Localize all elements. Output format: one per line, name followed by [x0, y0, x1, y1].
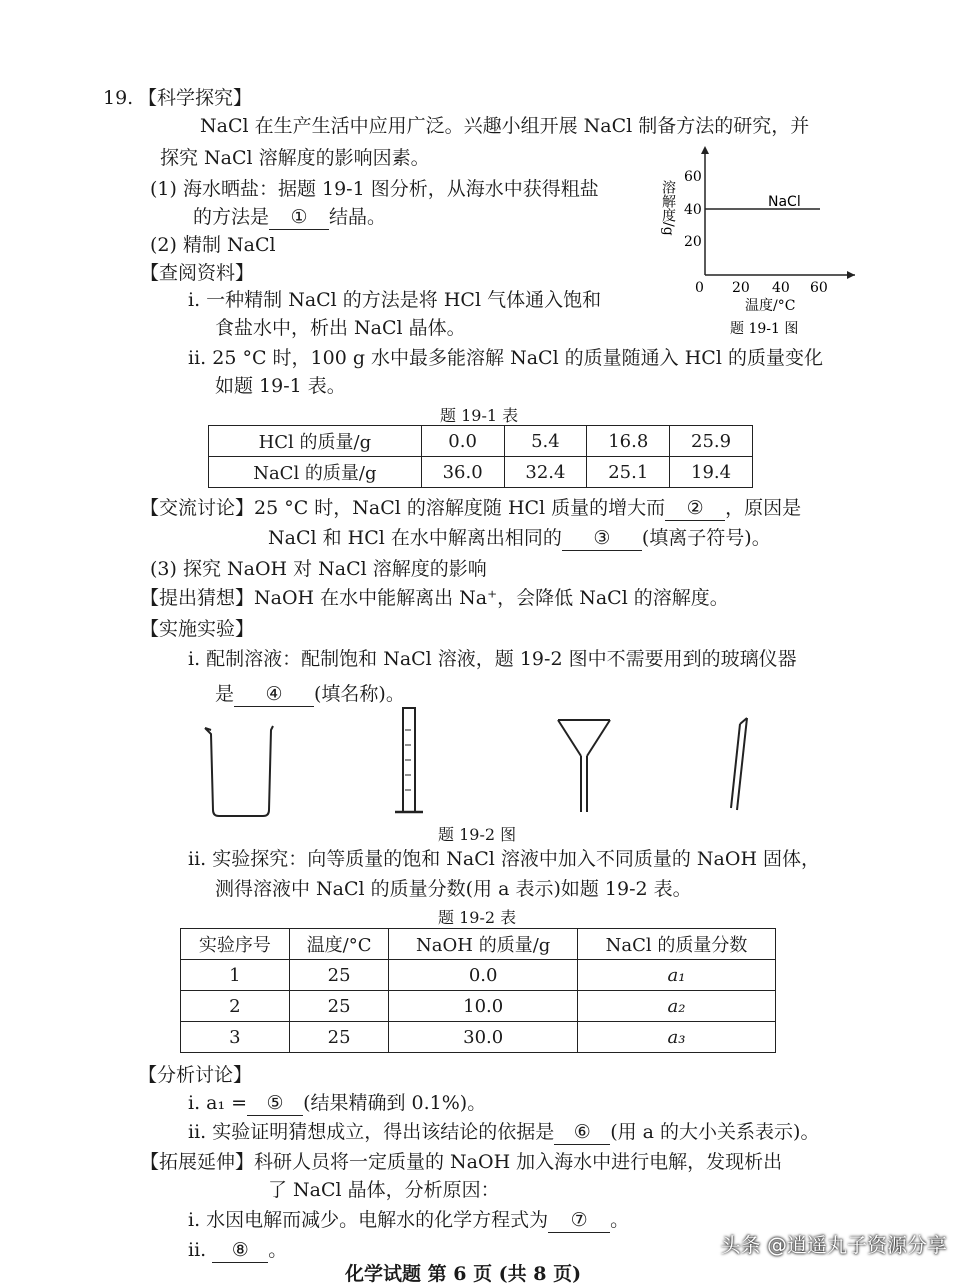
table-cell: a₁: [577, 960, 775, 991]
table-header-cell: NaOH 的质量/g: [389, 929, 577, 960]
table-cell: HCl 的质量/g: [209, 426, 422, 457]
table-row: [181, 960, 776, 991]
ytick-40: 40: [684, 202, 702, 218]
ref-i-line-b: 食盐水中，析出 NaCl 晶体。: [215, 317, 466, 339]
ref-ii-line-a: ii. 25 °C 时，100 g 水中最多能溶解 NaCl 的质量随通入 HCl 的质量变化: [188, 347, 823, 369]
y-axis-label: 溶解度/g: [660, 180, 676, 236]
glassware-figure: [195, 700, 795, 825]
table-19-1: [208, 425, 753, 488]
x-axis-label: 温度/°C: [745, 298, 796, 314]
solubility-chart: [650, 140, 865, 340]
extension-ii-post: 。: [268, 1239, 288, 1261]
graduated-cylinder-icon: [395, 708, 423, 812]
xtick-60: 60: [810, 280, 828, 296]
ref-heading: 【查阅资料】: [140, 262, 255, 284]
table-cell: 16.8: [587, 426, 670, 457]
part1-line-a: (1) 海水晒盐：据题 19-1 图分析，从海水中获得粗盐: [150, 178, 599, 200]
table-cell: 0.0: [389, 960, 577, 991]
ytick-20: 20: [684, 234, 702, 250]
ref-i-line-a: i. 一种精制 NaCl 的方法是将 HCl 气体通入饱和: [188, 289, 602, 311]
extension-line-a: 【拓展延伸】科研人员将一定质量的 NaOH 加入海水中进行电解，发现析出: [140, 1151, 783, 1173]
discussion-text: 【交流讨论】25 °C 时，NaCl 的溶解度随 HCl 质量的增大而: [140, 497, 666, 519]
table-cell: 25: [289, 960, 389, 991]
beaker-icon: [205, 726, 273, 816]
analysis-ii-text: ii. 实验证明猜想成立，得出该结论的依据是: [188, 1121, 555, 1143]
analysis-ii: [188, 1120, 819, 1145]
blank-6: ⑥: [554, 1120, 610, 1145]
table-cell: a₂: [577, 991, 775, 1022]
blank-2: ②: [665, 496, 725, 521]
experiment-text-post: (填名称)。: [314, 683, 405, 705]
table-cell: 2: [181, 991, 290, 1022]
table-header-cell: 实验序号: [181, 929, 290, 960]
page-footer: 化学试题 第 6 页 (共 8 页): [345, 1263, 582, 1285]
discussion-line-a: [140, 496, 801, 521]
table-cell: 32.4: [504, 457, 587, 488]
xtick-20: 20: [732, 280, 750, 296]
part1-text-post: 结晶。: [329, 206, 387, 228]
experiment-ii-line-a: ii. 实验探究：向等质量的饱和 NaCl 溶液中加入不同质量的 NaOH 固体，: [188, 848, 821, 870]
table1-caption: 题 19-1 表: [440, 406, 519, 425]
extension-ii: [188, 1238, 287, 1263]
table-cell: 19.4: [670, 457, 753, 488]
xtick-40: 40: [772, 280, 790, 296]
blank-7: ⑦: [548, 1208, 610, 1233]
table-header-cell: 温度/°C: [289, 929, 389, 960]
part2-heading: (2) 精制 NaCl: [150, 234, 276, 256]
chart-caption: 题 19-1 图: [730, 321, 799, 337]
figure2-caption: 题 19-2 图: [438, 825, 517, 844]
extension-i-post: 。: [610, 1209, 630, 1231]
analysis-ii-post: (用 a 的大小关系表示)。: [610, 1121, 820, 1143]
hypothesis: 【提出猜想】NaOH 在水中能解离出 Na⁺，会降低 NaCl 的溶解度。: [140, 587, 729, 609]
analysis-i-text: i. a₁ =: [188, 1092, 248, 1114]
nacl-series-label: NaCl: [768, 194, 801, 210]
glass-rod-icon: [731, 718, 747, 810]
table-cell: 25: [289, 1022, 389, 1053]
table-cell: a₃: [577, 1022, 775, 1053]
table-cell: 10.0: [389, 991, 577, 1022]
ref-ii-line-b: 如题 19-1 表。: [215, 375, 346, 397]
table-cell: 0.0: [421, 426, 504, 457]
table-19-2: [180, 928, 776, 1053]
analysis-i-post: (结果精确到 0.1%)。: [303, 1092, 487, 1114]
experiment-i-line-a: i. 配制溶液：配制饱和 NaCl 溶液，题 19-2 图中不需要用到的玻璃仪器: [188, 648, 797, 670]
question-title: 【科学探究】: [138, 87, 253, 109]
table-cell: 5.4: [504, 426, 587, 457]
table-cell: NaCl 的质量/g: [209, 457, 422, 488]
extension-line-b: 了 NaCl 晶体，分析原因：: [268, 1179, 500, 1201]
discussion-text-post: ，原因是: [725, 497, 802, 519]
xtick-0: 0: [695, 280, 704, 296]
experiment-text: 是: [215, 683, 235, 705]
table-cell: 25: [289, 991, 389, 1022]
funnel-icon: [558, 720, 610, 812]
blank-4: ④: [234, 682, 314, 707]
watermark: 头条 @逍遥丸子资源分享: [720, 1233, 947, 1257]
y-axis-arrow: [701, 146, 709, 154]
table-cell: 25.1: [587, 457, 670, 488]
blank-5: ⑤: [247, 1091, 303, 1116]
extension-ii-text: ii.: [188, 1239, 207, 1261]
blank-8: ⑧: [212, 1238, 268, 1263]
extension-i: [188, 1208, 629, 1233]
table-cell: 25.9: [670, 426, 753, 457]
part1-line-b: [193, 205, 386, 230]
intro-line-1: NaCl 在生产生活中应用广泛。兴趣小组开展 NaCl 制备方法的研究，并: [200, 115, 810, 137]
table-cell: 1: [181, 960, 290, 991]
part1-text: 的方法是: [193, 206, 270, 228]
question-number: 19.: [103, 87, 134, 109]
table-header-cell: NaCl 的质量分数: [577, 929, 775, 960]
blank-1: ①: [269, 205, 329, 230]
analysis-i: [188, 1091, 486, 1116]
intro-line-2: 探究 NaCl 溶解度的影响因素。: [160, 147, 430, 169]
table-header-row: [181, 929, 776, 960]
table-cell: 3: [181, 1022, 290, 1053]
ytick-60: 60: [684, 169, 702, 185]
table2-caption: 题 19-2 表: [438, 908, 517, 927]
table-row: [209, 426, 753, 457]
analysis-heading: 【分析讨论】: [138, 1064, 253, 1086]
table-row: [181, 991, 776, 1022]
experiment-ii-line-b: 测得溶液中 NaCl 的质量分数(用 a 表示)如题 19-2 表。: [215, 878, 692, 900]
table-cell: 30.0: [389, 1022, 577, 1053]
discussion-text-b: NaCl 和 HCl 在水中解离出相同的: [268, 527, 562, 549]
discussion-text-b-post: (填离子符号)。: [641, 527, 771, 549]
table-cell: 36.0: [421, 457, 504, 488]
extension-i-text: i. 水因电解而减少。电解水的化学方程式为: [188, 1209, 549, 1231]
x-axis-arrow: [847, 271, 855, 279]
discussion-line-b: [268, 526, 771, 551]
table-row: [181, 1022, 776, 1053]
part3-heading: (3) 探究 NaOH 对 NaCl 溶解度的影响: [150, 558, 487, 580]
blank-3: ③: [562, 526, 642, 551]
table-row: [209, 457, 753, 488]
experiment-heading: 【实施实验】: [140, 618, 255, 640]
